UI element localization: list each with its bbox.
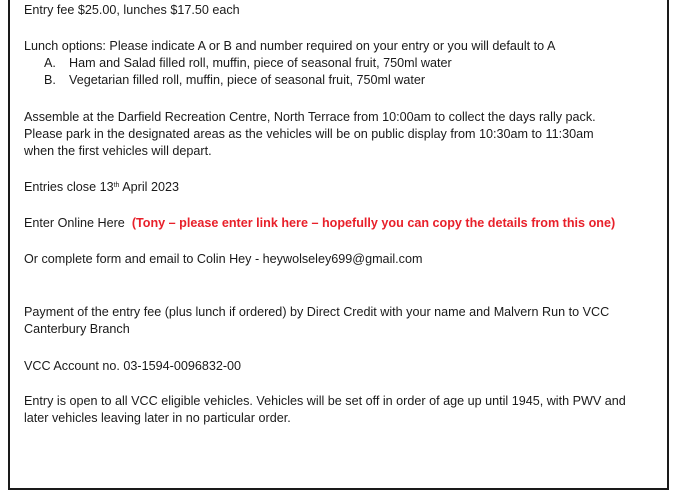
lunch-option-b <box>44 72 425 90</box>
lunch-option-a <box>44 55 452 73</box>
payment-line-2: Canterbury Branch <box>24 322 130 336</box>
entries-close-prefix: Entries close 13 <box>24 180 114 194</box>
eligibility-line-1: Entry is open to all VCC eligible vehicles. Vehicles will be set off in order of age up until 1945, with PWV and <box>24 394 626 408</box>
lunch-option-a-letter: A. <box>44 56 56 70</box>
assemble-line-2: Please park in the designated areas as the vehicles will be on public display from 10:30am to 11:30am <box>24 127 594 141</box>
assemble-line-1: Assemble at the Darfield Recreation Centre, North Terrace from 10:00am to collect the days rally pack. <box>24 110 596 124</box>
lunch-options-intro: Lunch options: Please indicate A or B and number required on your entry or you will default to A <box>24 39 556 53</box>
document-frame <box>8 0 669 490</box>
lunch-option-b-letter: B. <box>44 73 56 87</box>
assemble-line-3: when the first vehicles will depart. <box>24 144 212 158</box>
email-line: Or complete form and email to Colin Hey - heywolseley699@gmail.com <box>24 252 423 266</box>
eligibility-line-2: later vehicles leaving later in no particular order. <box>24 411 291 425</box>
enter-online-line <box>24 215 615 233</box>
lunch-option-a-text: Ham and Salad filled roll, muffin, piece of seasonal fruit, 750ml water <box>69 56 452 70</box>
entries-close-date: April 2023 <box>119 180 179 194</box>
account-line: VCC Account no. 03-1594-0096832-00 <box>24 359 242 373</box>
entries-close-line <box>24 179 179 197</box>
entry-fee-line: Entry fee $25.00, lunches $17.50 each <box>24 3 240 17</box>
lunch-option-b-text: Vegetarian filled roll, muffin, piece of seasonal fruit, 750ml water <box>69 73 426 87</box>
enter-online-label: Enter Online Here <box>24 216 132 230</box>
entries-close-ordinal: th <box>113 182 120 189</box>
payment-line-1: Payment of the entry fee (plus lunch if ordered) by Direct Credit with your name and Malvern Run to VCC <box>24 305 610 319</box>
enter-online-note: (Tony – please enter link here – hopefully you can copy the details from this one) <box>131 216 616 230</box>
